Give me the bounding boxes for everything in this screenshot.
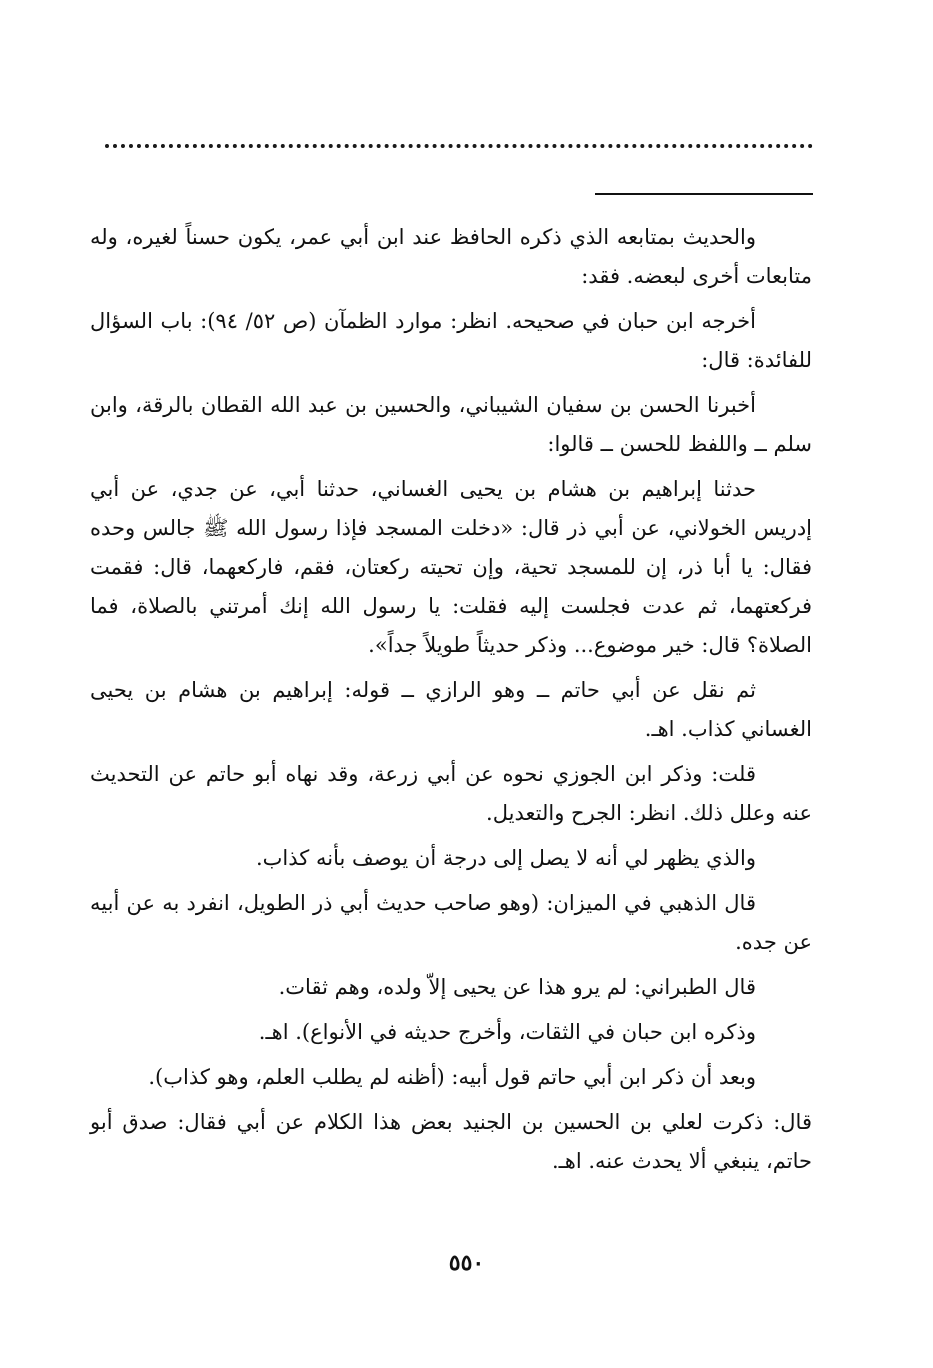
body-text [90,218,812,1187]
paragraph: ثم نقل عن أبي حاتم ــ وهو الرازي ــ قوله: إبراهيم بن هشام بن يحيى الغساني كذاب. اهـ. [90,678,812,741]
paragraph: أخرجه ابن حبان في صحيحه. انظر: موارد الظمآن (ص ٥٢/ ٩٤): باب السؤال للفائدة: قال: [90,309,812,372]
paragraph: وذكره ابن حبان في الثقات، وأخرج حديثه في الأنواع). اهـ. [258,1020,756,1044]
paragraph: قلت: وذكر ابن الجوزي نحوه عن أبي زرعة، وقد نهاه أبو حاتم عن التحديث عنه وعلل ذلك. انظر: الجرح والتعديل. [90,762,812,825]
paragraph: أخبرنا الحسن بن سفيان الشيباني، والحسين بن عبد الله القطان بالرقة، وابن سلم ــ واللفظ للحسن ــ قالوا: [90,393,812,456]
footnote-rule [595,193,813,195]
paragraph: قال الطبراني: لم يرو هذا عن يحيى إلاّ ولده، وهم ثقات. [278,975,756,999]
page-number: ٥٥٠ [448,1250,485,1276]
paragraph: وبعد أن ذكر ابن أبي حاتم قول أبيه: (أظنه لم يطلب العلم، وهو كذاب). [148,1065,756,1089]
paragraph: والذي يظهر لي أنه لا يصل إلى درجة أن يوصف بأنه كذاب. [255,846,756,870]
paragraph: حدثنا إبراهيم بن هشام بن يحيى الغساني، حدثنا أبي، عن جدي، عن أبي إدريس الخولاني، عن أبي ذر قال: «دخلت المسجد فإذا رسول الله ﷺ جالس وحده فقال: يا أبا ذر، إن للمسجد تحية، وإن تحيته ركعتان، فقم، فاركعهما، قال: فقمت فركعتهما، ثم عدت فجلست إليه فقلت: يا رسول الله إنك أمرتني بالصلاة، فما الصلاة؟ قال: خير موضوع... وذكر حديثاً طويلاً جداً». [90,477,812,657]
paragraph: والحديث بمتابعه الذي ذكره الحافظ عند ابن أبي عمر، يكون حسناً لغيره، وله متابعات أخرى لبعضه. فقد: [90,225,812,288]
paragraph: قال: ذكرت لعلي بن الحسين بن الجنيد بعض هذا الكلام عن أبي فقال: صدق أبو حاتم، ينبغي ألا يحدث عنه. اهـ. [90,1110,812,1173]
paragraph: قال الذهبي في الميزان: (وهو صاحب حديث أبي ذر الطويل، انفرد به عن أبيه عن جده. [90,891,812,954]
dotted-separator [105,144,813,148]
